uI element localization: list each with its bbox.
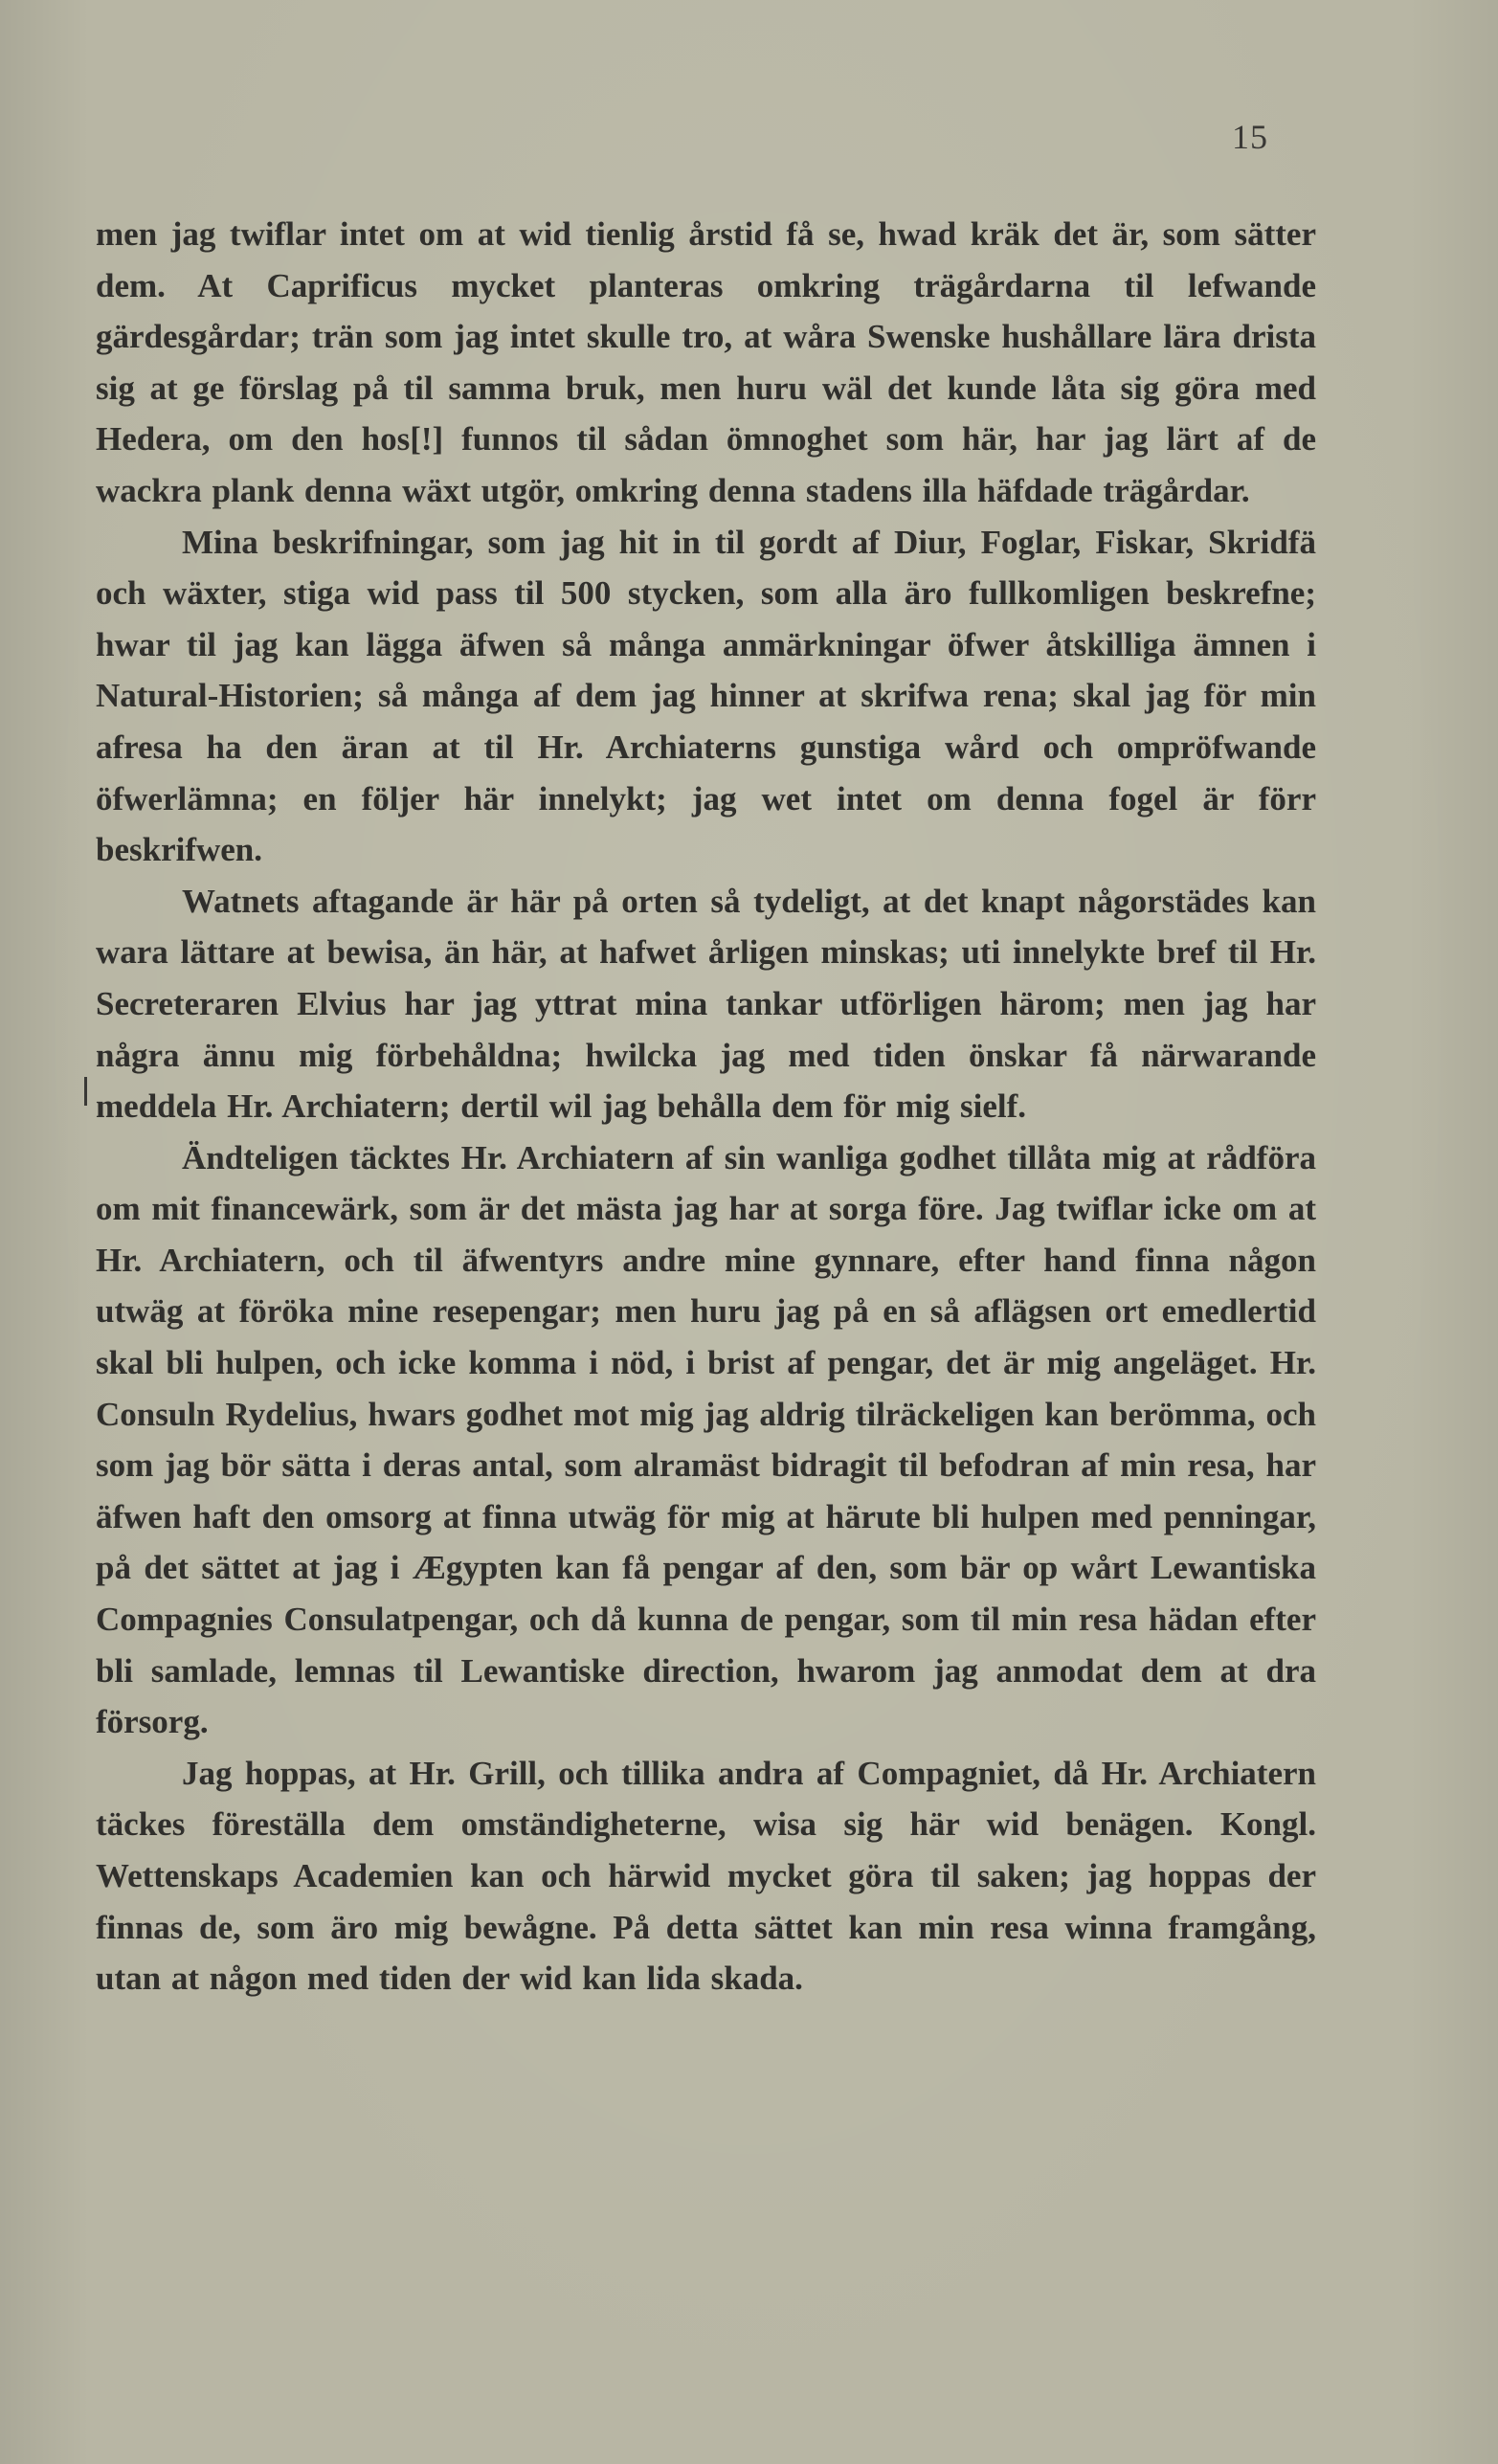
page-number: 15: [1232, 118, 1268, 156]
paragraph-2: Mina beskrifningar, som jag hit in til gordt af Diur, Foglar, Fiskar, Skridfä och wäxter, stiga wid pass til 500 stycken, som alla äro fullkomligen beskrefne; hwar til jag kan lägga äfwen så många anmärkningar öfwer åtskilliga ämnen i Natural-Historien; så många af dem jag hinner at skrifwa rena; skal jag för min afresa ha den äran at til Hr. Archiaterns gunstiga wård och ompröfwande öfwerlämna; en följer här innelykt; jag wet intet om denna fogel är förr beskrifwen.: [96, 523, 1316, 869]
margin-mark: [84, 1077, 87, 1106]
paragraph-3: Watnets aftagande är här på orten så tydeligt, at det knapt någorstädes kan wara lättare at bewisa, än här, at hafwet årligen minskas; uti innelykte bref til Hr. Secreteraren Elvius har jag yttrat mina tankar utförligen härom; men jag har några ännu mig förbehåldna; hwilcka jag med tiden önskar få närwarande meddela Hr. Archiatern; dertil wil jag behålla dem för mig sielf.: [96, 882, 1316, 1126]
paragraph-4: Ändteligen täcktes Hr. Archiatern af sin wanliga godhet tillåta mig at rådföra om mit financewärk, som är det mästa jag har at sorga före. Jag twiflar icke om at Hr. Archiatern, och til äfwentyrs andre mine gynnare, efter hand finna någon utwäg at föröka mine resepengar; men huru jag på en så aflägsen ort emedlertid skal bli hulpen, och icke komma i nöd, i brist af pengar, det är mig angeläget. Hr. Consuln Rydelius, hwars godhet mot mig jag aldrig tilräckeligen kan berömma, och som jag bör sätta i deras antal, som alramäst bidragit til befodran af min resa, har äfwen haft den omsorg at finna utwäg för mig at härute bli hulpen med penningar, på det sättet at jag i Ægypten kan få pengar af den, som bär op wårt Lewantiska Compagnies Consulatpengar, och då kunna de pengar, som til min resa hädan efter bli samlade, lemnas til Lewantiske direction, hwarom jag anmodat dem at dra försorg.: [96, 1138, 1316, 1741]
text-block: [96, 209, 1316, 2005]
paragraph-5: Jag hoppas, at Hr. Grill, och tillika andra af Compagniet, då Hr. Archiatern täckes föreställa dem omständigheterne, wisa sig här wid benägen. Kongl. Wettenskaps Academien kan och härwid mycket göra til saken; jag hoppas der finnas de, som äro mig bewågne. På detta sättet kan min resa winna framgång, utan at någon med tiden der wid kan lida skada.: [96, 1754, 1316, 1998]
paragraph-1: men jag twiflar intet om at wid tienlig årstid få se, hwad kräk det är, som sätter dem. At Caprificus mycket planteras omkring trägårdarna til lefwande gärdesgårdar; trän som jag intet skulle tro, at wåra Swenske hushållare lära drista sig at ge förslag på til samma bruk, men huru wäl det kunde låta sig göra med Hedera, om den hos[!] funnos til sådan ömnoghet som här, har jag lärt af de wackra plank denna wäxt utgör, omkring denna stadens illa häfdade trägårdar.: [96, 215, 1316, 509]
